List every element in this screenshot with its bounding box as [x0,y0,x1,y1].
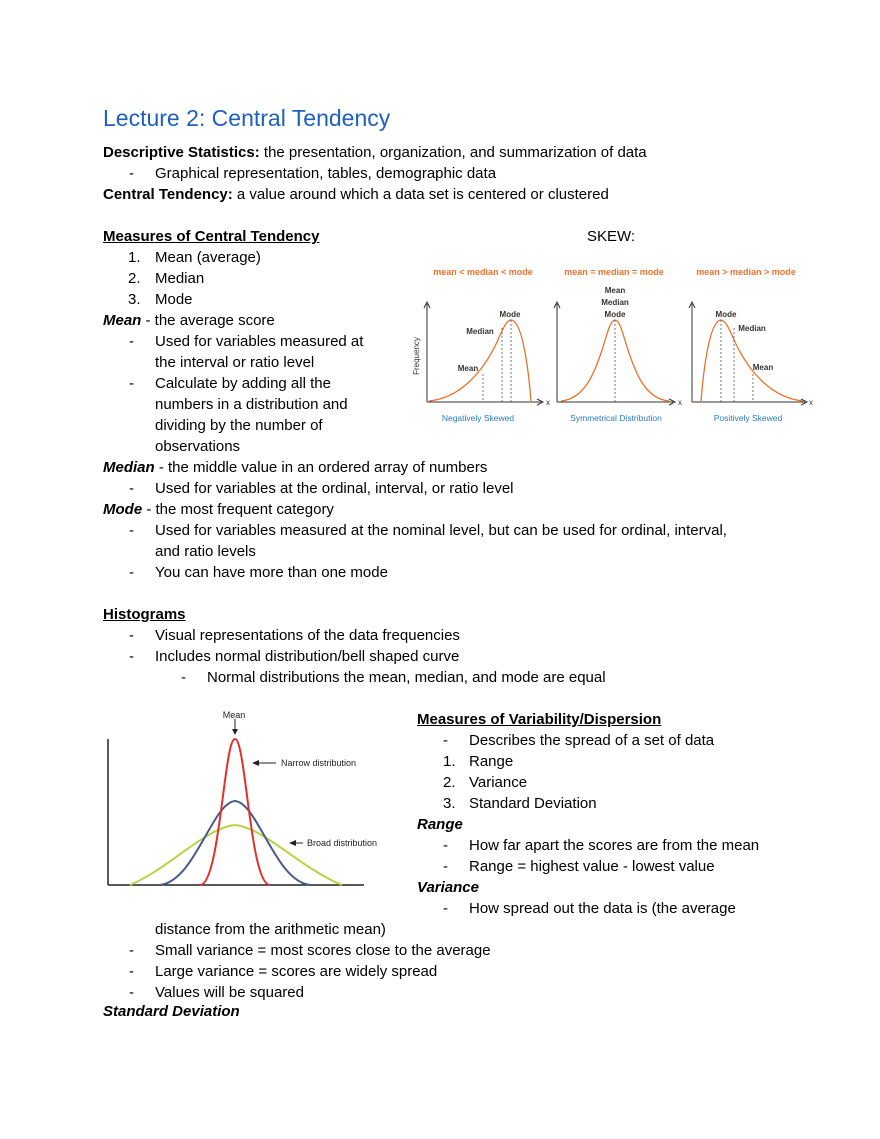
dash: - [181,669,186,686]
page-title: Lecture 2: Central Tendency [103,105,391,131]
dash: - [443,858,448,875]
central-term: Central Tendency: [103,186,233,203]
skew-header-symmetric: mean = median = mode [564,267,664,277]
negative-skew-panel [412,302,550,407]
dash: - [129,564,134,581]
variance-bullet-1-cont: distance from the arithmetic mean) [155,921,386,938]
variance-bullet-3: Large variance = scores are widely spread [155,963,438,980]
median-label: Median [466,327,494,336]
median-def: - the middle value in an ordered array of numbers [154,459,488,476]
mean-line [103,310,275,331]
mode-term: Mode [103,501,143,518]
mean-bullet-2d: observations [155,438,241,455]
mode-bullet-1b: and ratio levels [155,543,256,560]
descriptive-bullet: Graphical representation, tables, demographic data [155,165,497,182]
positive-skew-panel [689,302,813,407]
normal-distribution-figure [100,703,378,893]
list-item: Variance [469,774,528,791]
list-item: Standard Deviation [469,795,597,812]
dash: - [129,165,134,182]
dash: - [129,963,134,980]
skew-header-positive: mean > median > mode [696,267,796,277]
dash: - [443,837,448,854]
caption-negative: Negatively Skewed [441,413,515,423]
variability-bullet-1: Describes the spread of a set of data [469,732,715,749]
mode-label: Mode [715,310,737,319]
mode-line [103,499,334,520]
skew-header-negative: mean < median < mode [433,267,533,277]
list-num: 3. [128,291,141,308]
mean-label: Mean [604,286,626,295]
list-num: 2. [443,774,456,791]
mean-label: Mean [222,710,246,720]
x-axis-label: x [678,398,682,407]
histograms-bullet-3: Normal distributions the mean, median, and mode are equal [207,669,606,686]
median-term: Median [103,459,155,476]
mean-bullet-2a: Calculate by adding all the [155,375,331,392]
mean-label: Mean [457,364,479,373]
list-num: 1. [128,249,141,266]
histograms-bullet-2: Includes normal distribution/bell shaped curve [155,648,460,665]
skew-figure [405,262,825,434]
caption-symmetric: Symmetrical Distribution [570,413,662,423]
list-num: 1. [443,753,456,770]
x-axis-label: x [809,398,813,407]
x-axis-label: x [546,398,550,407]
range-bullet-2: Range = highest value - lowest value [469,858,715,875]
mean-def: - the average score [141,312,275,329]
skew-label: SKEW: [587,228,636,245]
dash: - [443,900,448,917]
mode-bullet-1a: Used for variables measured at the nominal level, but can be used for ordinal, interval, [155,522,727,539]
dash: - [129,984,134,1001]
list-num: 2. [128,270,141,287]
median-line [103,457,487,478]
list-item: Mean (average) [155,249,261,266]
mean-bullet-2b: numbers in a distribution and [155,396,348,413]
central-def: a value around which a data set is centered or clustered [232,186,609,203]
mean-bullet-1b: the interval or ratio level [155,354,315,371]
list-item: Range [469,753,514,770]
broad-distribution-label: Broad distribution [307,838,378,848]
dash: - [443,732,448,749]
list-item: Mode [155,291,193,308]
variance-bullet-2: Small variance = most scores close to the average [155,942,491,959]
mean-bullet-2c: dividing by the number of [155,417,323,434]
median-bullet-1: Used for variables at the ordinal, interval, or ratio level [155,480,514,497]
dash: - [129,480,134,497]
y-axis-label: Frequency [412,337,421,375]
histograms-heading: Histograms [103,606,186,623]
range-term: Range [417,816,463,833]
measures-heading: Measures of Central Tendency [103,228,320,245]
mean-label: Mean [752,363,774,372]
mode-def: - the most frequent category [142,501,334,518]
central-line [103,184,609,205]
variance-bullet-4: Values will be squared [155,984,304,1001]
narrow-distribution-label: Narrow distribution [281,758,357,768]
mode-label: Mode [604,310,626,319]
descriptive-line [103,142,647,163]
median-label: Median [601,298,629,307]
mean-bullet-1a: Used for variables measured at [155,333,364,350]
variance-bullet-1: How spread out the data is (the average [469,900,736,917]
dash: - [129,627,134,644]
histograms-bullet-1: Visual representations of the data frequencies [155,627,460,644]
dash: - [129,648,134,665]
descriptive-def: the presentation, organization, and summarization of data [259,144,647,161]
stddev-term: Standard Deviation [103,1003,240,1020]
caption-positive: Positively Skewed [713,413,783,423]
variance-term: Variance [417,879,479,896]
dash: - [129,375,134,392]
symmetric-panel [554,286,682,407]
mode-label: Mode [499,310,521,319]
dash: - [129,333,134,350]
range-bullet-1: How far apart the scores are from the mean [469,837,760,854]
mode-bullet-2: You can have more than one mode [155,564,388,581]
median-label: Median [738,324,766,333]
descriptive-term: Descriptive Statistics: [103,144,260,161]
variability-heading: Measures of Variability/Dispersion [417,711,662,728]
list-item: Median [155,270,205,287]
dash: - [129,942,134,959]
mean-term: Mean [103,312,142,329]
list-num: 3. [443,795,456,812]
dash: - [129,522,134,539]
